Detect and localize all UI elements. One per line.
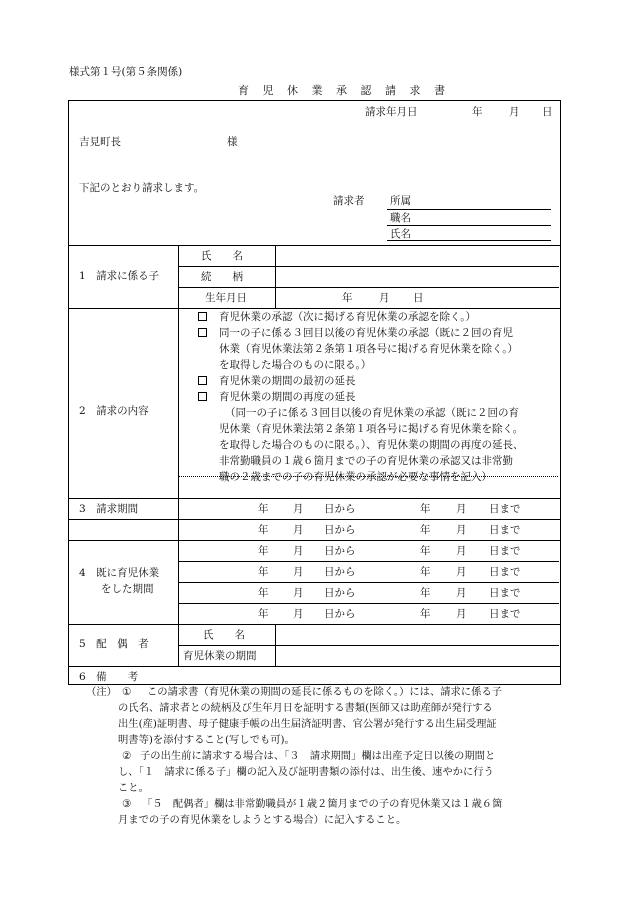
period-to: 日まで [489, 608, 521, 620]
rule-child-name [178, 266, 559, 267]
affiliation-underline [387, 209, 551, 210]
rule-section1-top [68, 245, 560, 246]
note-3-number: ③ [122, 798, 132, 810]
period-from: 日から [324, 545, 356, 557]
period-year: 年 [420, 608, 431, 620]
request-date-label: 請求年月日 [365, 106, 418, 118]
note-2-line-1: 子の出生前に請求する場合は、「３ 請求期間」欄は出産予定日以後の期間と [140, 750, 496, 762]
period-year: 年 [258, 545, 269, 557]
section4-label-line1: 4 既に育児休業 [79, 567, 160, 579]
position-underline [387, 225, 551, 226]
period-year: 年 [258, 587, 269, 599]
spouse-period-label: 育児休業の期間 [183, 650, 257, 662]
period-year: 年 [420, 587, 431, 599]
period-month: 月 [293, 545, 304, 557]
rule-section2-top [68, 308, 560, 309]
period-month: 月 [293, 503, 304, 515]
rule-section4-row2 [178, 561, 559, 562]
rule-section3-top [68, 498, 560, 499]
period-year: 年 [258, 608, 269, 620]
document-title: 育 児 休 業 承 認 請 求 書 [238, 84, 450, 97]
request-date-month: 月 [509, 106, 520, 118]
addressee-honorific: 様 [227, 136, 238, 148]
period-month: 月 [293, 587, 304, 599]
note-1-line-4: 明書等)を添付すること(写しでも可)。 [118, 734, 295, 746]
section1-label: 1 請求に係る子 [79, 270, 160, 282]
explanation-line-1: （同一の子に係る３回目以後の育児休業の承認（既に２回の育 [225, 407, 519, 419]
form-number: 様式第１号(第５条関係) [69, 66, 183, 78]
addressee-name: 吉見町長 [79, 136, 121, 148]
period-from: 日から [324, 524, 356, 536]
note-3-line-2: 月までの子の育児休業をしようとする場合）に記入すること。 [118, 814, 407, 826]
explanation-line-2: 児休業（育児休業法第２条第１項各号に掲げる育児休業を除く。 [219, 423, 524, 435]
child-birth-year: 年 [342, 292, 353, 304]
requester-position-label: 職名 [390, 212, 411, 224]
period-year: 年 [420, 545, 431, 557]
option-4-line-1: 育児休業の期間の再度の延長 [219, 391, 356, 403]
note-2-number: ② [122, 750, 132, 762]
rule-section1-value-column [275, 245, 276, 308]
period-month: 月 [456, 587, 467, 599]
rule-section5-value-column [275, 624, 276, 666]
rule-label-column [178, 245, 179, 666]
note-1-line-1: この請求書（育児休業の期間の延長に係るものを除く。）には、請求に係る子 [147, 686, 503, 698]
rule-section4-top [68, 519, 560, 520]
request-date-day: 日 [542, 106, 553, 118]
option-2-line-2: 休業（育児休業法第２条第１項各号に掲げる育児休業を除く。） [219, 343, 519, 355]
period-to: 日まで [489, 503, 521, 515]
period-month: 月 [293, 608, 304, 620]
option-2-line-1: 同一の子に係る３回目以後の育児休業の承認（既に２回の育児 [219, 327, 513, 339]
period-year: 年 [420, 524, 431, 536]
rule-child-relation [178, 287, 559, 288]
note-1-line-3: 出生(産)証明書、母子健康手帳の出生届済証明書、官公署が発行する出生届受理証 [118, 718, 497, 730]
child-birth-label: 生年月日 [205, 292, 247, 304]
option-checkbox-2[interactable] [198, 328, 207, 337]
period-year: 年 [258, 503, 269, 515]
option-checkbox-3[interactable] [198, 376, 207, 385]
child-birth-month: 月 [379, 292, 390, 304]
requester-label: 請求者 [333, 195, 365, 207]
period-month: 月 [456, 545, 467, 557]
rule-section6-top [68, 666, 560, 667]
period-month: 月 [456, 524, 467, 536]
period-to: 日まで [489, 566, 521, 578]
rule-section4-row3 [178, 582, 559, 583]
section5-label: 5 配 偶 者 [79, 638, 149, 650]
section2-label: 2 請求の内容 [79, 405, 149, 417]
note-1-line-2: の氏名、請求者との続柄及び生年月日を証明する書類(医師又は助産師が発行する [118, 702, 493, 714]
request-date-year: 年 [472, 106, 483, 118]
option-checkbox-1[interactable] [198, 312, 207, 321]
period-to: 日まで [489, 587, 521, 599]
section4-label-line2: をした期間 [101, 583, 154, 595]
period-year: 年 [420, 503, 431, 515]
period-from: 日から [324, 503, 356, 515]
child-relation-label: 続 柄 [201, 271, 243, 283]
option-2-line-3: を取得した場合のものに限る。） [219, 359, 372, 371]
explanation-line-3: を取得した場合のものに限る。）、育児休業の期間の再度の延長、 [219, 439, 524, 451]
period-month: 月 [293, 566, 304, 578]
period-from: 日から [324, 587, 356, 599]
requester-name-label: 氏名 [390, 228, 411, 240]
period-year: 年 [420, 566, 431, 578]
period-from: 日から [324, 566, 356, 578]
option-1-line-1: 育児休業の承認（次に掲げる育児休業の承認を除く。） [219, 311, 477, 323]
period-year: 年 [258, 566, 269, 578]
section6-label: 6 備 考 [79, 671, 139, 683]
rule-section5-top [68, 624, 560, 625]
rule-section4-row4 [178, 603, 559, 604]
explanation-line-4: 非常勤職員の１歳６箇月までの子の育児休業の承認又は非常勤 [219, 455, 513, 467]
spouse-name-label: 氏 名 [203, 629, 245, 641]
period-from: 日から [324, 608, 356, 620]
explanation-line-5: 職の２歳までの子の育児休業の承認が必要な事情を記入） [219, 471, 492, 483]
period-to: 日まで [489, 524, 521, 536]
notes-marker: （注） [86, 686, 117, 698]
period-month: 月 [293, 524, 304, 536]
child-name-label: 氏 名 [201, 250, 243, 262]
option-3-line-1: 育児休業の期間の最初の延長 [219, 375, 356, 387]
section3-label: 3 請求期間 [79, 503, 139, 515]
child-birth-day: 日 [413, 292, 424, 304]
note-2-line-3: こと。 [118, 782, 149, 794]
period-month: 月 [456, 503, 467, 515]
name-underline [387, 240, 551, 241]
period-month: 月 [456, 566, 467, 578]
rule-section4-row1 [68, 540, 560, 541]
note-2-line-2: し、「１ 請求に係る子」欄の記入及び証明書類の添付は、出生後、速やかに行う [118, 766, 494, 778]
period-year: 年 [258, 524, 269, 536]
note-1-number: ① [122, 686, 132, 698]
period-month: 月 [456, 608, 467, 620]
requester-affiliation-label: 所属 [390, 195, 411, 207]
rule-spouse-name [178, 645, 559, 646]
note-3-line-1: 「５ 配偶者」欄は非常勤職員が１歳２箇月までの子の育児休業又は１歳６箇 [142, 798, 503, 810]
period-to: 日まで [489, 545, 521, 557]
option-checkbox-4[interactable] [198, 392, 207, 401]
intro-text: 下記のとおり請求します。 [79, 182, 205, 194]
